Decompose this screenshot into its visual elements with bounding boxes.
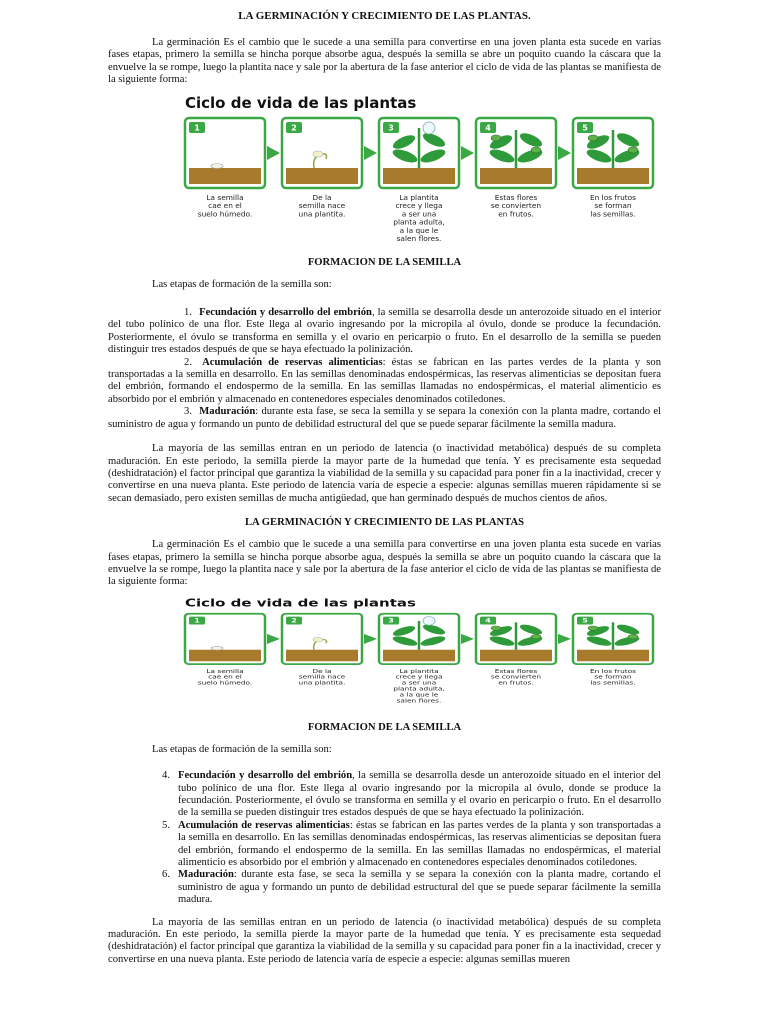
list-item: 5. Acumulación de reservas alimenticias: éstas se fabrican en las partes verdes de la planta y son transportadas a la semilla en desarrollo. En las semillas denominadas endospérmicas, las reservas alimenticias se depositan fuera del embrión, formando el endospermo de la semilla. En las semillas llamadas no endospérmicas, el material alimenticio es absorbido por el embrión y almacenado en contenedores especiales denominados cotiledones. [162,819,662,868]
soil-strip [383,168,455,184]
fruit-shape [531,634,541,638]
caption-line: semilla nace [298,673,345,681]
caption-line: una plantita. [298,209,345,219]
caption-line: La plantita [398,192,439,202]
arrow-icon [558,634,571,644]
caption-line: se convierten [490,673,541,681]
caption-line: a la que le [399,691,438,698]
cycle-step [379,613,474,703]
soil-strip [189,168,261,184]
soil-strip [480,168,552,184]
cycle-step [282,118,377,218]
caption-line: suelo húmedo. [197,679,252,686]
cycle-step [573,613,653,686]
list-item: 1. Fecundación y desarrollo del embrión, la semilla se desarrolla desde un anterozoide situado en el interior del tubo polínico de una flor. Este llega al ovario ingresando por la micropila al óvulo, donde se produce la fecundación. Posteriormente, el óvulo se transforma en semilla y el ovario en pericarpio o fruto. En el desarrollo de la semilla se pueden distinguir tres estados después de que se haya efectuado la polinización. [108,307,661,356]
cycle-step [573,118,653,218]
caption-line: cae en el [207,200,242,210]
caption-line: Estas flores [494,192,537,202]
soil-strip [577,649,649,661]
intro-paragraph: La germinación Es el cambio que le sucede a una semilla para convertirse en una joven planta esta sucede en varias fases etapas, primero la semilla se hincha porque absorbe agua, después la semilla se abre un poquito cuando la cáscara que la envuelve la se rompe, luego la plantita nace y sale por la abertura de la fase anterior el ciclo de vida de las plantas se manifiesta de la siguiente forma: [108,539,661,588]
flower-shape [423,122,435,134]
step-number: 4 [484,617,491,625]
step-caption [589,193,635,218]
cycle-step [379,118,474,243]
arrow-icon [267,146,280,160]
soil-strip [189,649,261,661]
soil-strip [480,649,552,661]
step-number: 1 [193,617,200,625]
section-title: LA GERMINACIÓN Y CRECIMIENTO DE LAS PLANTAS [244,517,524,529]
closing-paragraph: La mayoría de las semillas entran en un periodo de latencia (o inactividad metabólica) después de su completa maduración. En este periodo, la semilla pierde la mayor parte de la humedad que tenía. Y es precisamente esta sequedad (deshidratación) el factor principal que garantiza la viabilidad de la semilla y su capacidad para poner fin a la inactividad, crecer y convertirse en una nueva planta. Este periodo de latencia varía de especie a especie: algunas semillas mueren [108,916,661,965]
step-caption [589,668,636,686]
step-caption [197,668,252,686]
document-page [108,10,661,966]
life-cycle-diagram [145,92,636,243]
caption-line: se forman [593,200,632,210]
soil-strip [383,649,455,661]
arrow-icon [461,634,474,644]
caption-line: a ser una [401,679,436,686]
stages-list [108,770,661,906]
stages-intro: Las etapas de formación de la semilla son: [152,743,332,755]
step-caption [298,193,345,218]
list-item: 6. Maduración: durante esta fase, se seca la semilla y se separa la conexión con la planta madre, cortando el suministro de agua y formando un punto de debilidad estructural del que se puede separar fácilmente la semilla madura. [162,869,661,906]
caption-line: una plantita. [298,679,345,686]
caption-line: en frutos. [497,679,534,686]
intro-paragraph: La germinación Es el cambio que le sucede a una semilla para convertirse en una joven planta esta sucede en varias fases etapas, primero la semilla se hincha porque absorbe agua, después la semilla se abre un poquito cuando la cáscara que la envuelve la se rompe, luego la plantita nace y sale por la abertura de la fase anterior el ciclo de vida de las plantas se manifiesta de la siguiente forma: [108,37,661,86]
fruit-shape [491,626,501,630]
arrow-icon [558,146,571,160]
arrow-icon [364,634,377,644]
caption-line: las semillas. [589,209,636,219]
step-caption [490,668,540,686]
step-number: 3 [387,617,394,625]
step-caption [490,193,540,218]
closing-paragraph: La mayoría de las semillas entran en un periodo de latencia (o inactividad metabólica) después de su completa maduración. En este periodo, la semilla pierde la mayor parte de la humedad que tenía. Y es precisamente esta sequedad (deshidratación) el factor principal que garantiza la viabilidad de la semilla y su capacidad para poner fin a la inactividad, crecer y convertirse en una nueva planta. Este periodo de latencia varía de especie a especie: algunas semillas mueren rápidamente si se secan demasiado, pero existen semillas de mucha antigüedad, que han germinado después de muchos cientos de años. [108,443,661,504]
caption-line: crece y llega [394,200,443,210]
soil-strip [577,168,649,184]
soil-strip [286,649,358,661]
step-number: 1 [193,123,200,133]
fruit-shape [531,147,541,153]
caption-line: La semilla [205,667,244,675]
caption-line: cae en el [207,673,242,681]
soil-strip [286,168,358,184]
caption-line: planta adulta, [392,685,445,692]
caption-line: las semillas. [589,679,636,686]
step-number: 2 [290,617,297,625]
caption-line: La plantita [398,667,439,675]
section-title: LA GERMINACIÓN Y CRECIMIENTO DE LAS PLANTAS. [238,10,531,22]
cycle-step [476,613,571,686]
list-item: 2. Acumulación de reservas alimenticias: éstas se fabrican en las partes verdes de la planta y son transportadas a la semilla en desarrollo. En las semillas denominadas endospérmicas, las reservas alimenticias se depositan fuera del embrión, formando el endospermo de la semilla. En las semillas llamadas no endospérmicas, el material alimenticio es absorbido por el embrión y almacenado en contenedores especiales denominados cotiledones. [108,356,661,405]
caption-line: se convierten [490,200,541,210]
cycle-step [185,118,280,218]
cycle-step [282,613,377,686]
caption-line: salen flores. [396,233,441,243]
step-caption [298,668,345,686]
formation-title: FORMACION DE LA SEMILLA [307,256,462,268]
caption-line: a la que le [399,225,438,235]
step-number: 5 [581,123,588,133]
fruit-shape [588,135,598,141]
arrow-icon [364,146,377,160]
cycle-title: Ciclo de vida de las plantas [184,597,416,610]
step-caption [197,193,252,218]
list-item: 4. Fecundación y desarrollo del embrión, la semilla se desarrolla desde un anterozoide situado en el interior del tubo polínico de una flor. Este llega al ovario ingresando por la micropila al óvulo, donde se produce la fecundación. Posteriormente, el óvulo se transforma en semilla y el ovario en pericarpio o fruto. En el desarrollo de la semilla se pueden distinguir tres estados después de que se haya efectuado la polinización. [162,770,661,819]
caption-line: planta adulta, [392,217,445,227]
flower-shape [423,616,435,625]
step-number: 3 [387,123,394,133]
seed-shape [211,646,223,650]
caption-line: en frutos. [497,209,534,219]
step-number: 5 [581,617,588,625]
caption-line: En los frutos [589,667,636,675]
caption-line: crece y llega [394,673,443,681]
life-cycle-diagram [145,595,636,704]
cycle-title: Ciclo de vida de las plantas [184,93,416,112]
cycle-step [476,118,571,218]
list-item: 3. Maduración: durante esta fase, se seca la semilla y se separa la conexión con la planta madre, cortando el suministro de agua y formando un punto de debilidad estructural del que se puede separar fácilmente la semilla madura. [108,406,661,430]
caption-line: semilla nace [298,200,345,210]
fruit-shape [628,634,638,638]
stages-intro: Las etapas de formación de la semilla son: [152,278,332,290]
caption-line: Estas flores [494,667,537,675]
fruit-shape [628,147,638,153]
seed-shape [211,163,223,168]
caption-line: De la [311,667,332,675]
seed-shape [313,637,323,641]
arrow-icon [267,634,280,644]
cycle-steps [185,613,653,703]
stages-list [108,307,661,431]
step-number: 2 [290,123,297,133]
caption-line: De la [311,192,332,202]
step-caption [393,193,444,243]
caption-line: salen flores. [396,697,441,704]
step-caption [393,668,444,704]
caption-line: a ser una [401,209,436,219]
caption-line: suelo húmedo. [197,209,252,219]
fruit-shape [588,626,598,630]
cycle-steps [185,118,653,243]
caption-line: La semilla [205,192,244,202]
formation-title: FORMACION DE LA SEMILLA [307,721,462,733]
fruit-shape [491,135,501,141]
cycle-step [185,613,280,686]
caption-line: En los frutos [589,192,636,202]
step-number: 4 [484,123,491,133]
seed-shape [313,151,323,157]
caption-line: se forman [593,673,632,681]
arrow-icon [461,146,474,160]
